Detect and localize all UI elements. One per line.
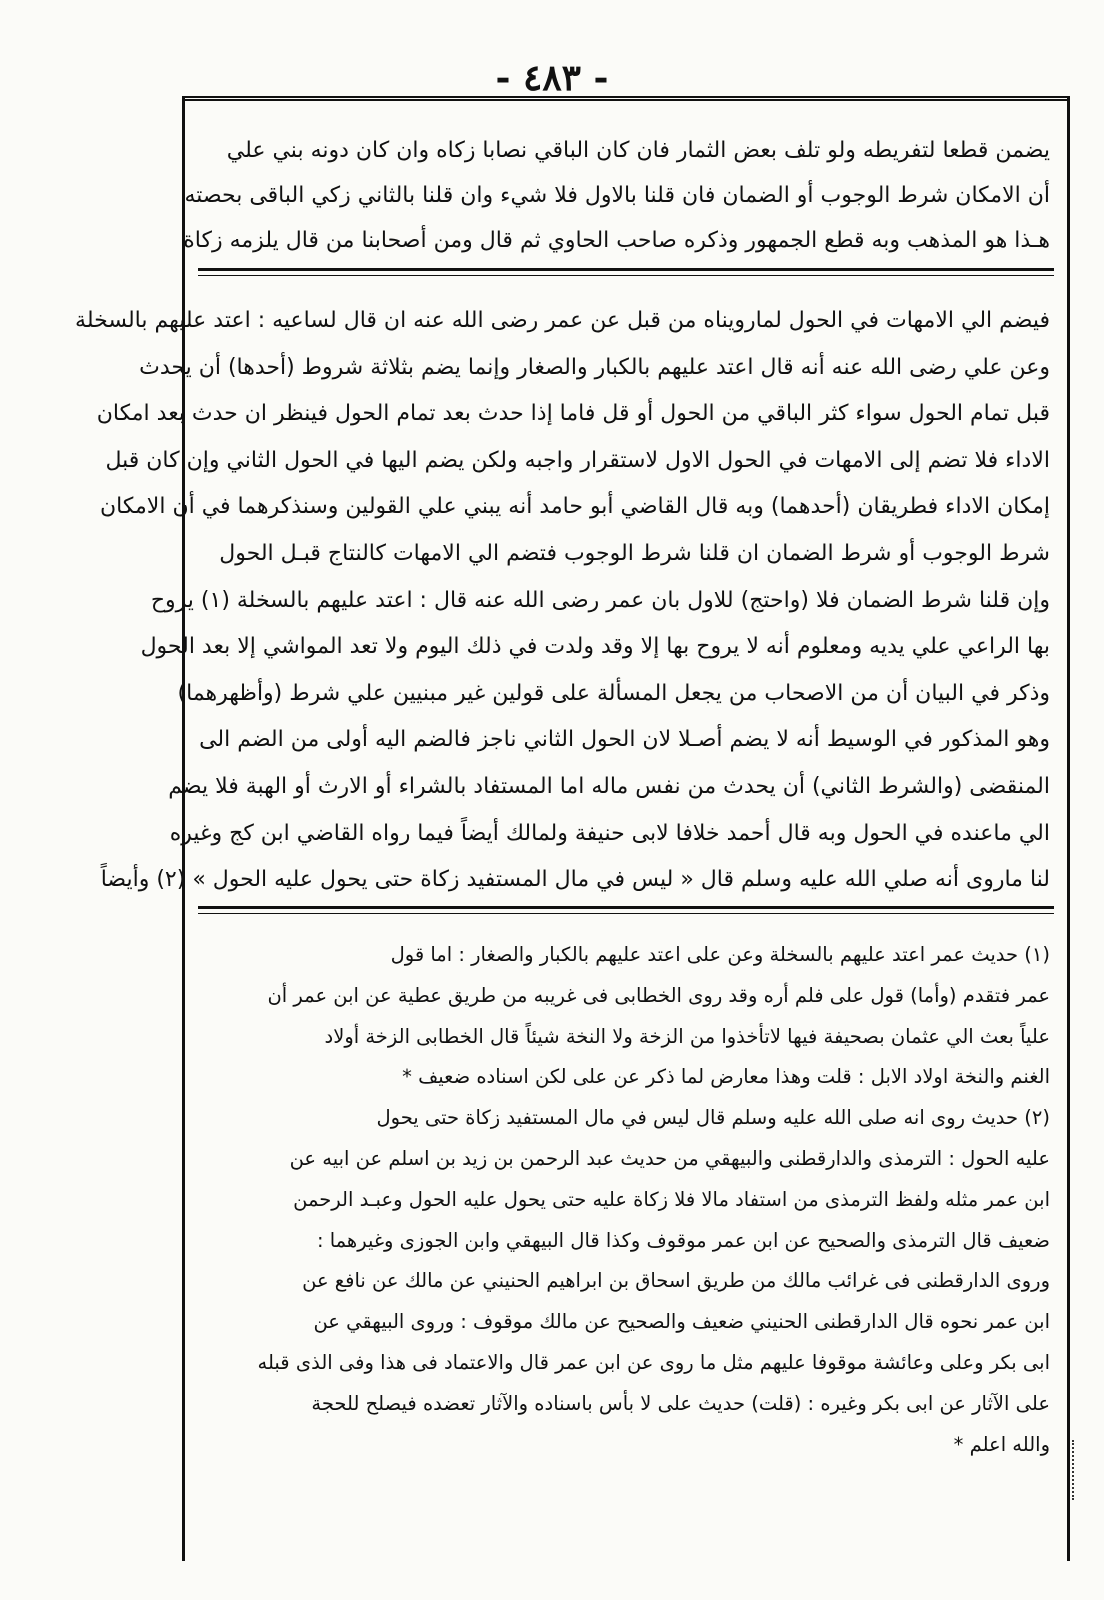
footnote-divider-thin: [198, 913, 1054, 914]
footnote-line: عليه الحول : الترمذى والدارقطنى والبيهقي من حديث عبد الرحمن بن زيد بن اسلم عن ابيه عن: [289, 1146, 1050, 1170]
frame-top-border: [182, 96, 1070, 101]
footnote-line: وروى الدارقطنى فى غرائب مالك من طريق اسحاق بن ابراهيم الحنيني عن مالك عن نافع عن: [302, 1269, 1050, 1293]
footnote-line: على الآثار عن ابى بكر وغيره : (قلت) حديث على لا بأس باسناده والآثار تعضده فيصلح للحجة: [311, 1391, 1050, 1415]
footnote-line: عمر فتقدم (وأما) قول على فلم أره وقد روى الخطابى فى غريبه من طريق عطية عن ابن عمر أن: [267, 983, 1050, 1007]
text-line: لنا ماروى أنه صلي الله عليه وسلم قال « ليس في مال المستفيد زكاة حتى يحول عليه الحول » (٢) وأيضاً: [100, 867, 1050, 893]
main-section: [75, 298, 1050, 904]
footnote-line: الغنم والنخة اولاد الابل : قلت وهذا معارض لما ذكر عن على لكن اسناده ضعيف *: [402, 1065, 1050, 1089]
text-line: بها الراعي علي يديه ومعلوم أنه لا يروح بها إلا وقد ولدت في ذلك اليوم ولا تعد المواشي إلا بعد الحول: [140, 634, 1050, 660]
section-divider-thin: [198, 275, 1054, 276]
text-line: وإن قلنا شرط الضمان فلا (واحتج) للاول بان عمر رضى الله عنه قال : اعتد عليهم بالسخلة (١) يروح: [150, 587, 1050, 613]
text-line: وعن علي رضى الله عنه أنه قال اعتد عليهم بالكبار والصغار وإنما يضم بثلاثة شروط (أحدها) أن يحدث: [139, 354, 1050, 380]
footnote-line: ابى بكر وعلى وعائشة موقوفا عليهم مثل ما روى عن ابن عمر قال والاعتماد فى هذا وفى الذى قبله: [257, 1350, 1050, 1374]
text-line: قبل تمام الحول سواء كثر الباقي من الحول أو قل فاما إذا حدث بعد تمام الحول فينظر ان حدث بعد امكان: [96, 401, 1050, 427]
page-number: - ٤٨٣ -: [495, 57, 609, 99]
text-line: فيضم الي الامهات في الحول لمارويناه من قبل عن عمر رضى الله عنه ان قال لساعيه : اعتد عليهم بالسخلة: [75, 308, 1050, 333]
footnote-line: (٢) حديث روى انه صلى الله عليه وسلم قال ليس في مال المستفيد زكاة حتى يحول: [376, 1106, 1050, 1130]
text-line: هـذا هو المذهب وبه قطع الجمهور وذكره صاحب الحاوي ثم قال ومن أصحابنا من قال يلزمه زكاة: [183, 228, 1050, 253]
text-line: يضمن قطعا لتفريطه ولو تلف بعض الثمار فان كان الباقي نصابا زكاه وان كان دونه بني علي: [226, 138, 1050, 163]
text-line: وهو المذكور في الوسيط أنه لا يضم أصـلا لان الحول الثاني ناجز فالضم اليه أولى من الضم الى: [199, 727, 1050, 753]
footnote-line: ابن عمر مثله ولفظ الترمذى من استفاد مالا فلا زكاة عليه حتى يحول عليه الحول وعبـد الرحمن: [293, 1187, 1050, 1211]
top-section: [183, 128, 1050, 263]
footnote-divider: [198, 906, 1054, 909]
text-line: أن الامكان شرط الوجوب أو الضمان فان قلنا بالاول فلا شيء وان قلنا بالثاني زكي الباقى بحصته: [184, 183, 1050, 208]
text-line: الي ماعنده في الحول وبه قال أحمد خلافا لابى حنيفة ولمالك أيضاً فيما رواه القاضي ابن كج وغيره: [169, 820, 1050, 846]
footnote-line: والله اعلم *: [953, 1432, 1050, 1456]
footnote-line: ابن عمر نحوه قال الدارقطنى الحنيني ضعيف والصحيح عن مالك موقوف : وروى البيهقي عن: [313, 1310, 1050, 1334]
text-line: شرط الوجوب أو شرط الضمان ان قلنا شرط الوجوب فتضم الي الامهات كالنتاج قبـل الحول: [219, 540, 1050, 566]
footnotes-section: [202, 935, 1050, 1465]
footnote-line: (١) حديث عمر اعتد عليهم بالسخلة وعن على اعتد عليهم بالكبار والصغار : اما قول: [390, 943, 1050, 966]
text-line: إمكان الاداء فطريقان (أحدهما) وبه قال القاضي أبو حامد أنه يبني علي القولين وسنذكرهما في أن الامكان: [100, 494, 1050, 520]
text-line: الاداء فلا تضم إلى الامهات في الحول الاول لاستقرار واجبه ولكن يضم اليها في الحول الثاني وإن كان قبل: [105, 447, 1050, 473]
footnote-line: ضعيف قال الترمذى والصحيح عن ابن عمر موقوف وكذا قال البيهقي وابن الجوزى وغيرهما :: [316, 1228, 1050, 1252]
text-line: وذكر في البيان أن من الاصحاب من يجعل المسألة على قولين غير مبنيين علي شرط (وأظهرهما): [177, 680, 1050, 706]
scan-margin-mark: [1072, 1440, 1080, 1500]
text-line: المنقضى (والشرط الثاني) أن يحدث من نفس ماله اما المستفاد بالشراء أو الارث أو الهبة فلا يضم: [168, 773, 1050, 799]
footnote-line: علياً بعث الي عثمان بصحيفة فيها لاتأخذوا من الزخة ولا النخة شيئاً قال الخطابى الزخة أولاد: [324, 1024, 1050, 1048]
section-divider: [198, 268, 1054, 271]
